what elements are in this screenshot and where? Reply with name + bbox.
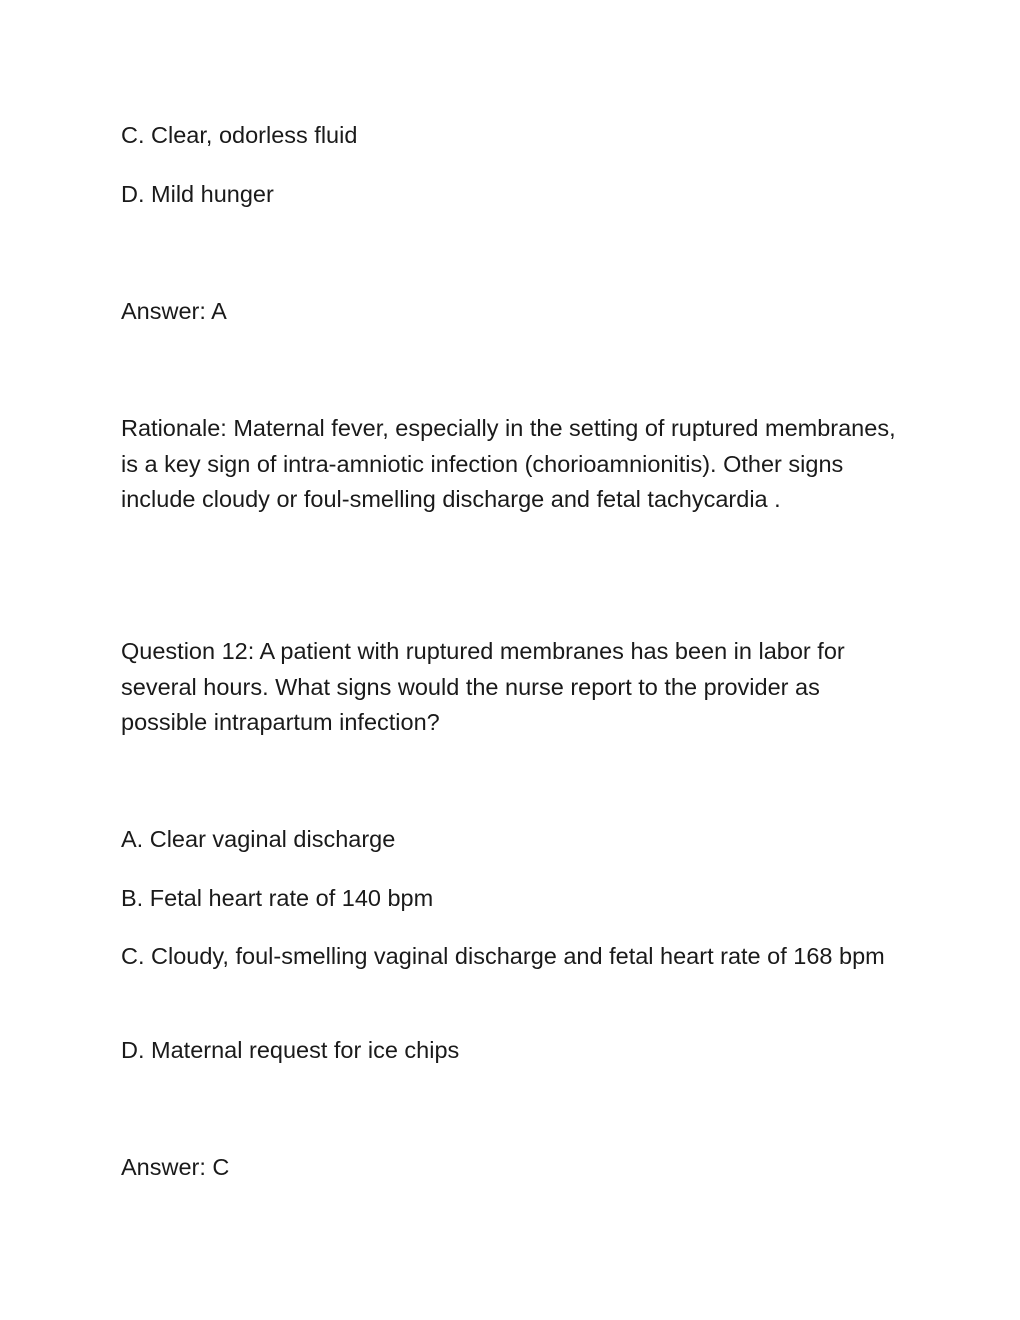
q12-option-d: D. Maternal request for ice chips [121,1037,460,1063]
q12-option-b: B. Fetal heart rate of 140 bpm [121,885,434,911]
q12-option-a: A. Clear vaginal discharge [121,826,396,852]
q12-option-c: C. Cloudy, foul-smelling vaginal discharge and fetal heart rate of 168 bpm [121,943,885,969]
prev-rationale: Rationale: Maternal fever, especially in the setting of ruptured membranes, is a key sign of intra-amniotic infection (chorioamnionitis). Other signs include cloudy or foul-smelling discharge and fetal tachycardia . [121,415,896,512]
q12-answer: Answer: C [121,1154,230,1180]
question-12-prompt: Question 12: A patient with ruptured membranes has been in labor for several hours. What signs would the nurse report to the provider as possible intrapartum infection? [121,638,845,735]
prev-option-d: D. Mild hunger [121,181,274,207]
prev-answer: Answer: A [121,298,227,324]
prev-option-c: C. Clear, odorless fluid [121,122,358,148]
